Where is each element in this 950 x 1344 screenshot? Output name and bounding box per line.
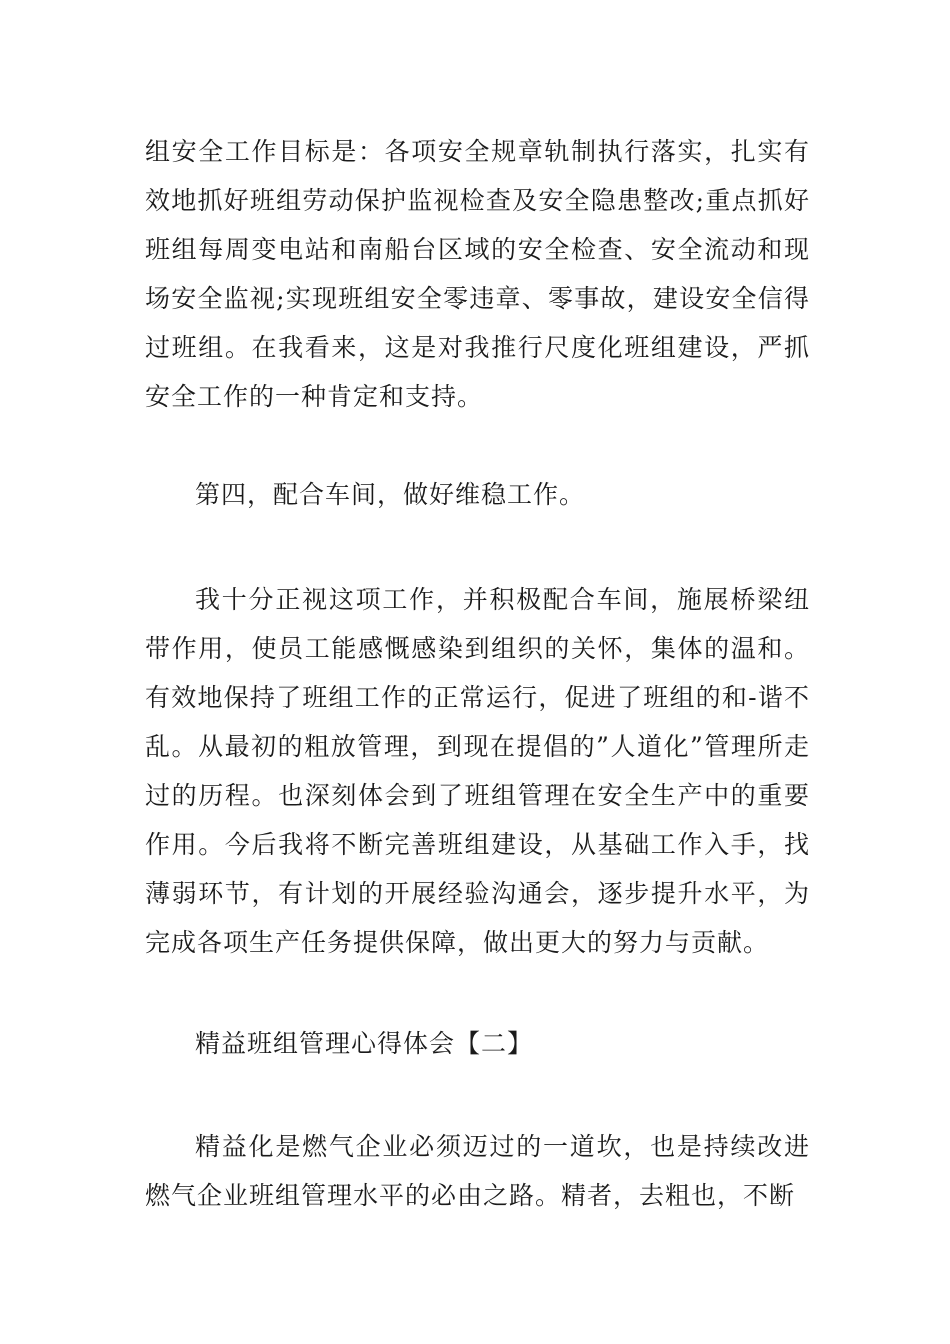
paragraph-safety-goals: 组安全工作目标是：各项安全规章轨制执行落实，扎实有效地抓好班组劳动保护监视检查及安全隐患整改;重点抓好班组每周变电站和南船台区域的安全检查、安全流动和现场安全监视;实现班组安全零违章、零事故，建设安全信得过班组。在我看来，这是对我推行尺度化班组建设，严抓安全工作的一种肯定和支持。: [145, 137, 810, 411]
section-heading-fourth: 第四，配合车间，做好维稳工作。: [195, 480, 586, 509]
document-body: [145, 127, 810, 1220]
paragraph-stability-work: 我十分正视这项工作，并积极配合车间，施展桥梁纽带作用，使员工能感慨感染到组织的关怀，集体的温和。有效地保持了班组工作的正常运行，促进了班组的和-谐不乱。从最初的粗放管理，到现在提倡的”人道化”管理所走过的历程。也深刻体会到了班组管理在安全生产中的重要作用。今后我将不断完善班组建设，从基础工作入手，找薄弱环节，有计划的开展经验沟通会，逐步提升水平，为完成各项生产任务提供保障，做出更大的努力与贡献。: [145, 585, 810, 957]
article-title-part-two: 精益班组管理心得体会【二】: [195, 1029, 534, 1058]
paragraph-lean-intro: 精益化是燃气企业必须迈过的一道坎，也是持续改进燃气企业班组管理水平的必由之路。精者，去粗也，不断: [145, 1132, 810, 1210]
